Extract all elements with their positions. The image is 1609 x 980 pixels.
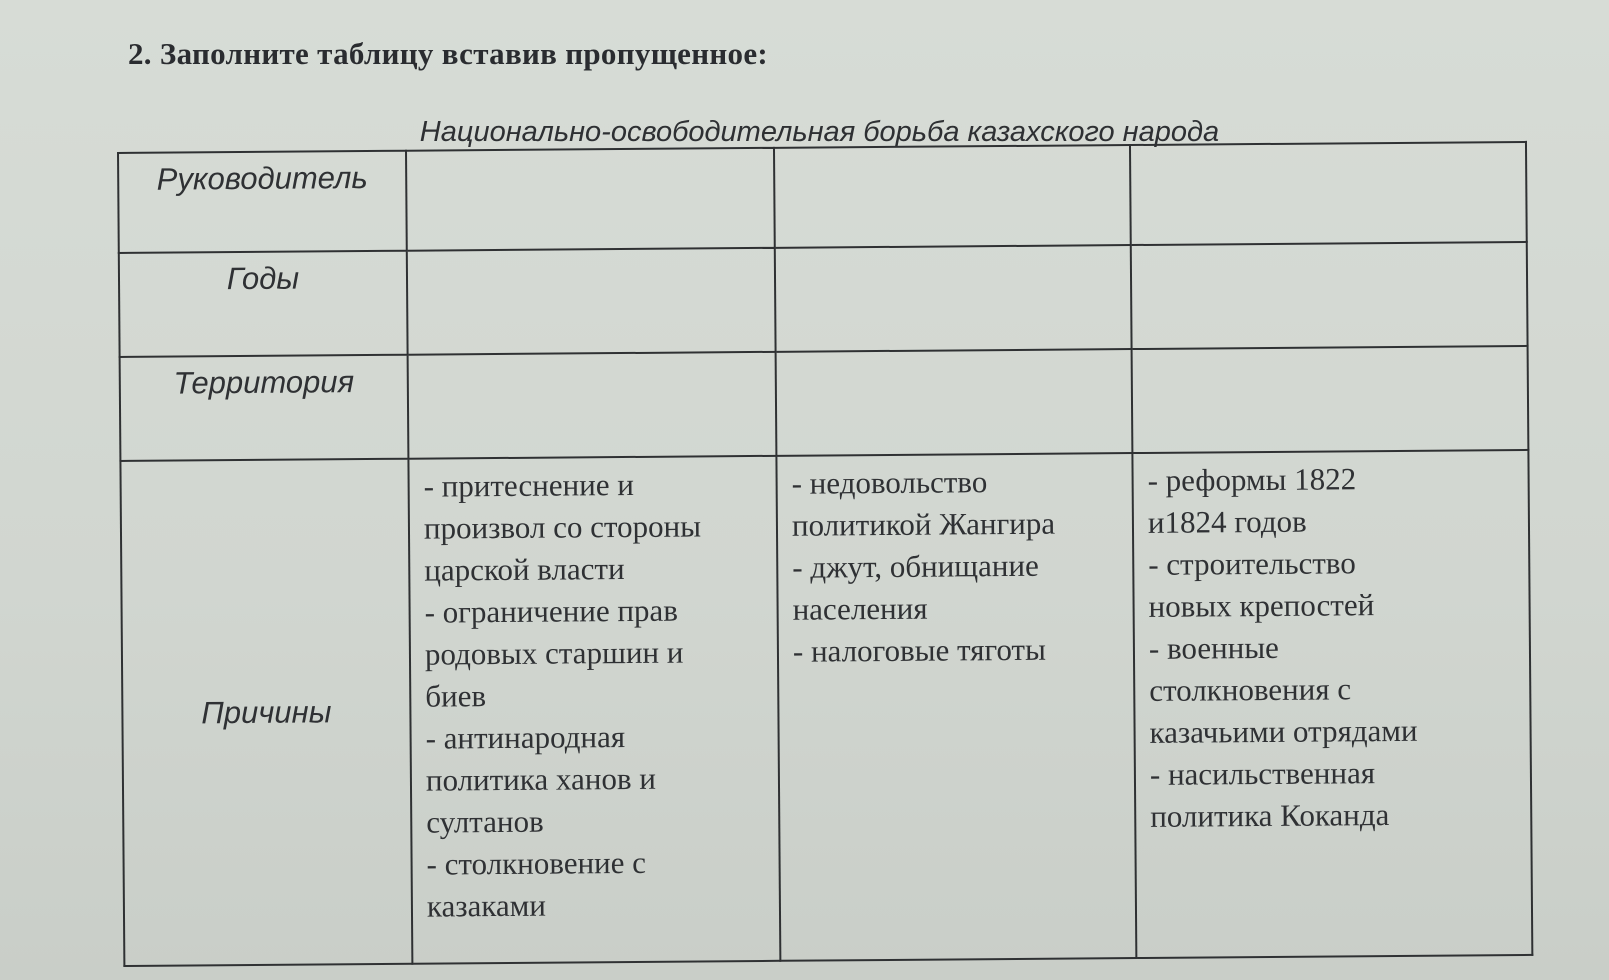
list-item: новых крепостей: [1148, 587, 1375, 624]
list-item: - налоговые тяготы: [792, 631, 1046, 669]
list-item: биев: [425, 678, 487, 714]
list-item: султанов: [426, 803, 544, 840]
cell-years-2[interactable]: [775, 245, 1132, 352]
table-row-years: [119, 242, 1528, 357]
list-item: - насильственная: [1149, 755, 1376, 792]
cell-territory-1[interactable]: [408, 352, 777, 459]
list-item: - антинародная: [425, 719, 626, 756]
table-row-territory: [120, 346, 1529, 461]
list-item: - военные: [1148, 629, 1279, 666]
list-item: политикой Жангира: [791, 505, 1056, 543]
cell-leader-2[interactable]: [774, 145, 1131, 248]
row-header-leader: Руководитель: [118, 151, 407, 253]
list-item: казаками: [426, 887, 546, 924]
list-item: - столкновение с: [426, 844, 647, 882]
list-item: - джут, обнищание: [792, 547, 1039, 585]
list-item: - строительство: [1148, 545, 1356, 582]
cell-years-1[interactable]: [407, 248, 776, 355]
cell-causes-3: [1132, 450, 1532, 958]
row-header-causes: Причины: [120, 459, 412, 966]
cell-territory-2[interactable]: [776, 349, 1133, 456]
list-item: - реформы 1822: [1147, 461, 1357, 498]
row-header-territory: Территория: [120, 355, 409, 461]
table-caption: Национально-освободительная борьба казахского народа: [419, 116, 1220, 148]
cell-territory-3[interactable]: [1132, 346, 1529, 453]
cell-leader-3[interactable]: [1130, 142, 1527, 245]
list-item: - недовольство: [791, 464, 988, 501]
cell-years-3[interactable]: [1131, 242, 1528, 349]
list-item: родовых старшин и: [424, 634, 684, 672]
table-row-causes: [120, 450, 1532, 966]
list-item: - притеснение и: [423, 466, 634, 504]
list-item: и1824 годов: [1147, 503, 1307, 540]
table-row-leader: [118, 142, 1527, 253]
list-item: произвол со стороны: [423, 508, 702, 546]
list-item: царской власти: [424, 551, 625, 588]
cell-leader-1[interactable]: [406, 148, 775, 251]
list-item: населения: [792, 590, 928, 627]
cell-causes-1: [408, 456, 780, 964]
cell-causes-2: [776, 453, 1136, 961]
list-item: - ограничение прав: [424, 592, 679, 630]
list-item: столкновения с: [1149, 671, 1352, 708]
list-item: политика Коканда: [1150, 797, 1390, 834]
uprising-table: [117, 141, 1533, 967]
row-header-years: Годы: [119, 251, 408, 357]
list-item: политика ханов и: [425, 760, 656, 798]
list-item: казачьими отрядами: [1149, 712, 1418, 750]
task-heading: 2. Заполните таблицу вставив пропущенное:: [128, 36, 769, 71]
